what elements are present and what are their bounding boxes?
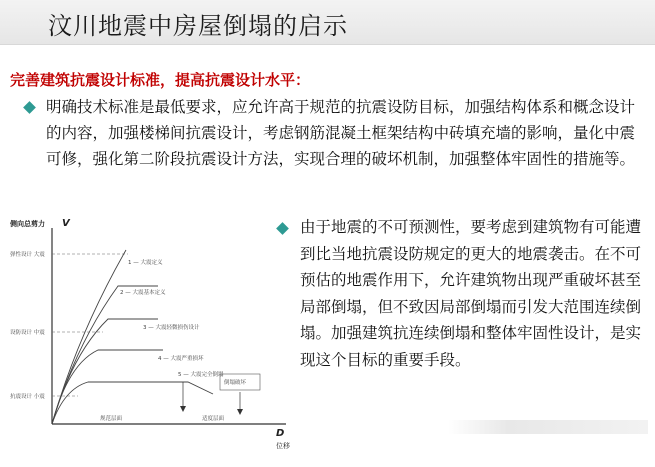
level-label: 设防设计 中震	[10, 330, 45, 336]
curve-2	[52, 286, 158, 424]
slide-subtitle: 完善建筑抗震设计标准，提高抗震设计水平：	[10, 71, 311, 89]
bullet-paragraph-1: 明确技术标准是最低要求，应允许高于规范的抗震设防目标，加强结构体系和概念设计的内容，加强楼梯间抗震设计，考虑钢筋混凝土框架结构中砖填充墙的影响，量化中震可修，强化第二阶段抗震设计方法，实现合理的破坏机制，加强整体牢固性的措施等。	[46, 98, 636, 168]
curve-3	[52, 319, 158, 424]
annotation: 规范层面	[100, 416, 123, 422]
curve-label: 5 — 大震完全倒塌	[178, 372, 224, 378]
curve-1	[52, 250, 126, 424]
decorative-fade	[448, 420, 648, 434]
curve-4	[52, 350, 163, 424]
annotation: 倒塌破坏	[224, 380, 247, 386]
curve-label: 2 — 大震基本定义	[120, 290, 166, 296]
capacity-curve-diagram	[8, 214, 293, 458]
bullet-diamond-icon	[23, 101, 36, 114]
curve-label: 1 — 大震定义	[128, 260, 163, 266]
x-axis-label: 位移	[276, 442, 290, 450]
level-label: 弹性设计 大震	[10, 252, 45, 258]
y-axis-symbol: V	[62, 218, 70, 229]
curve-5	[52, 382, 213, 424]
curve-label: 4 — 大震严重损坏	[158, 356, 204, 362]
slide-title: 汶川地震中房屋倒塌的启示	[48, 12, 348, 40]
annotation: 适度层面	[202, 416, 225, 422]
level-label: 抗震设计 小震	[10, 394, 45, 400]
y-axis-label: 侧向总剪力	[10, 220, 45, 228]
bullet-paragraph-2: 由于地震的不可预测性，要考虑到建筑物有可能遭到比当地抗震设防规定的更大的地震袭击。在不可预估的地震作用下，允许建筑物出现严重破坏甚至局部倒塌，但不致因局部倒塌而引发大范围连续倒塌。加强建筑抗连续倒塌和整体牢固性设计，是实现这个目标的重要手段。	[300, 218, 642, 369]
curve-label: 3 — 大震轻微损伤设计	[143, 325, 200, 331]
x-axis-symbol: D	[276, 428, 285, 439]
